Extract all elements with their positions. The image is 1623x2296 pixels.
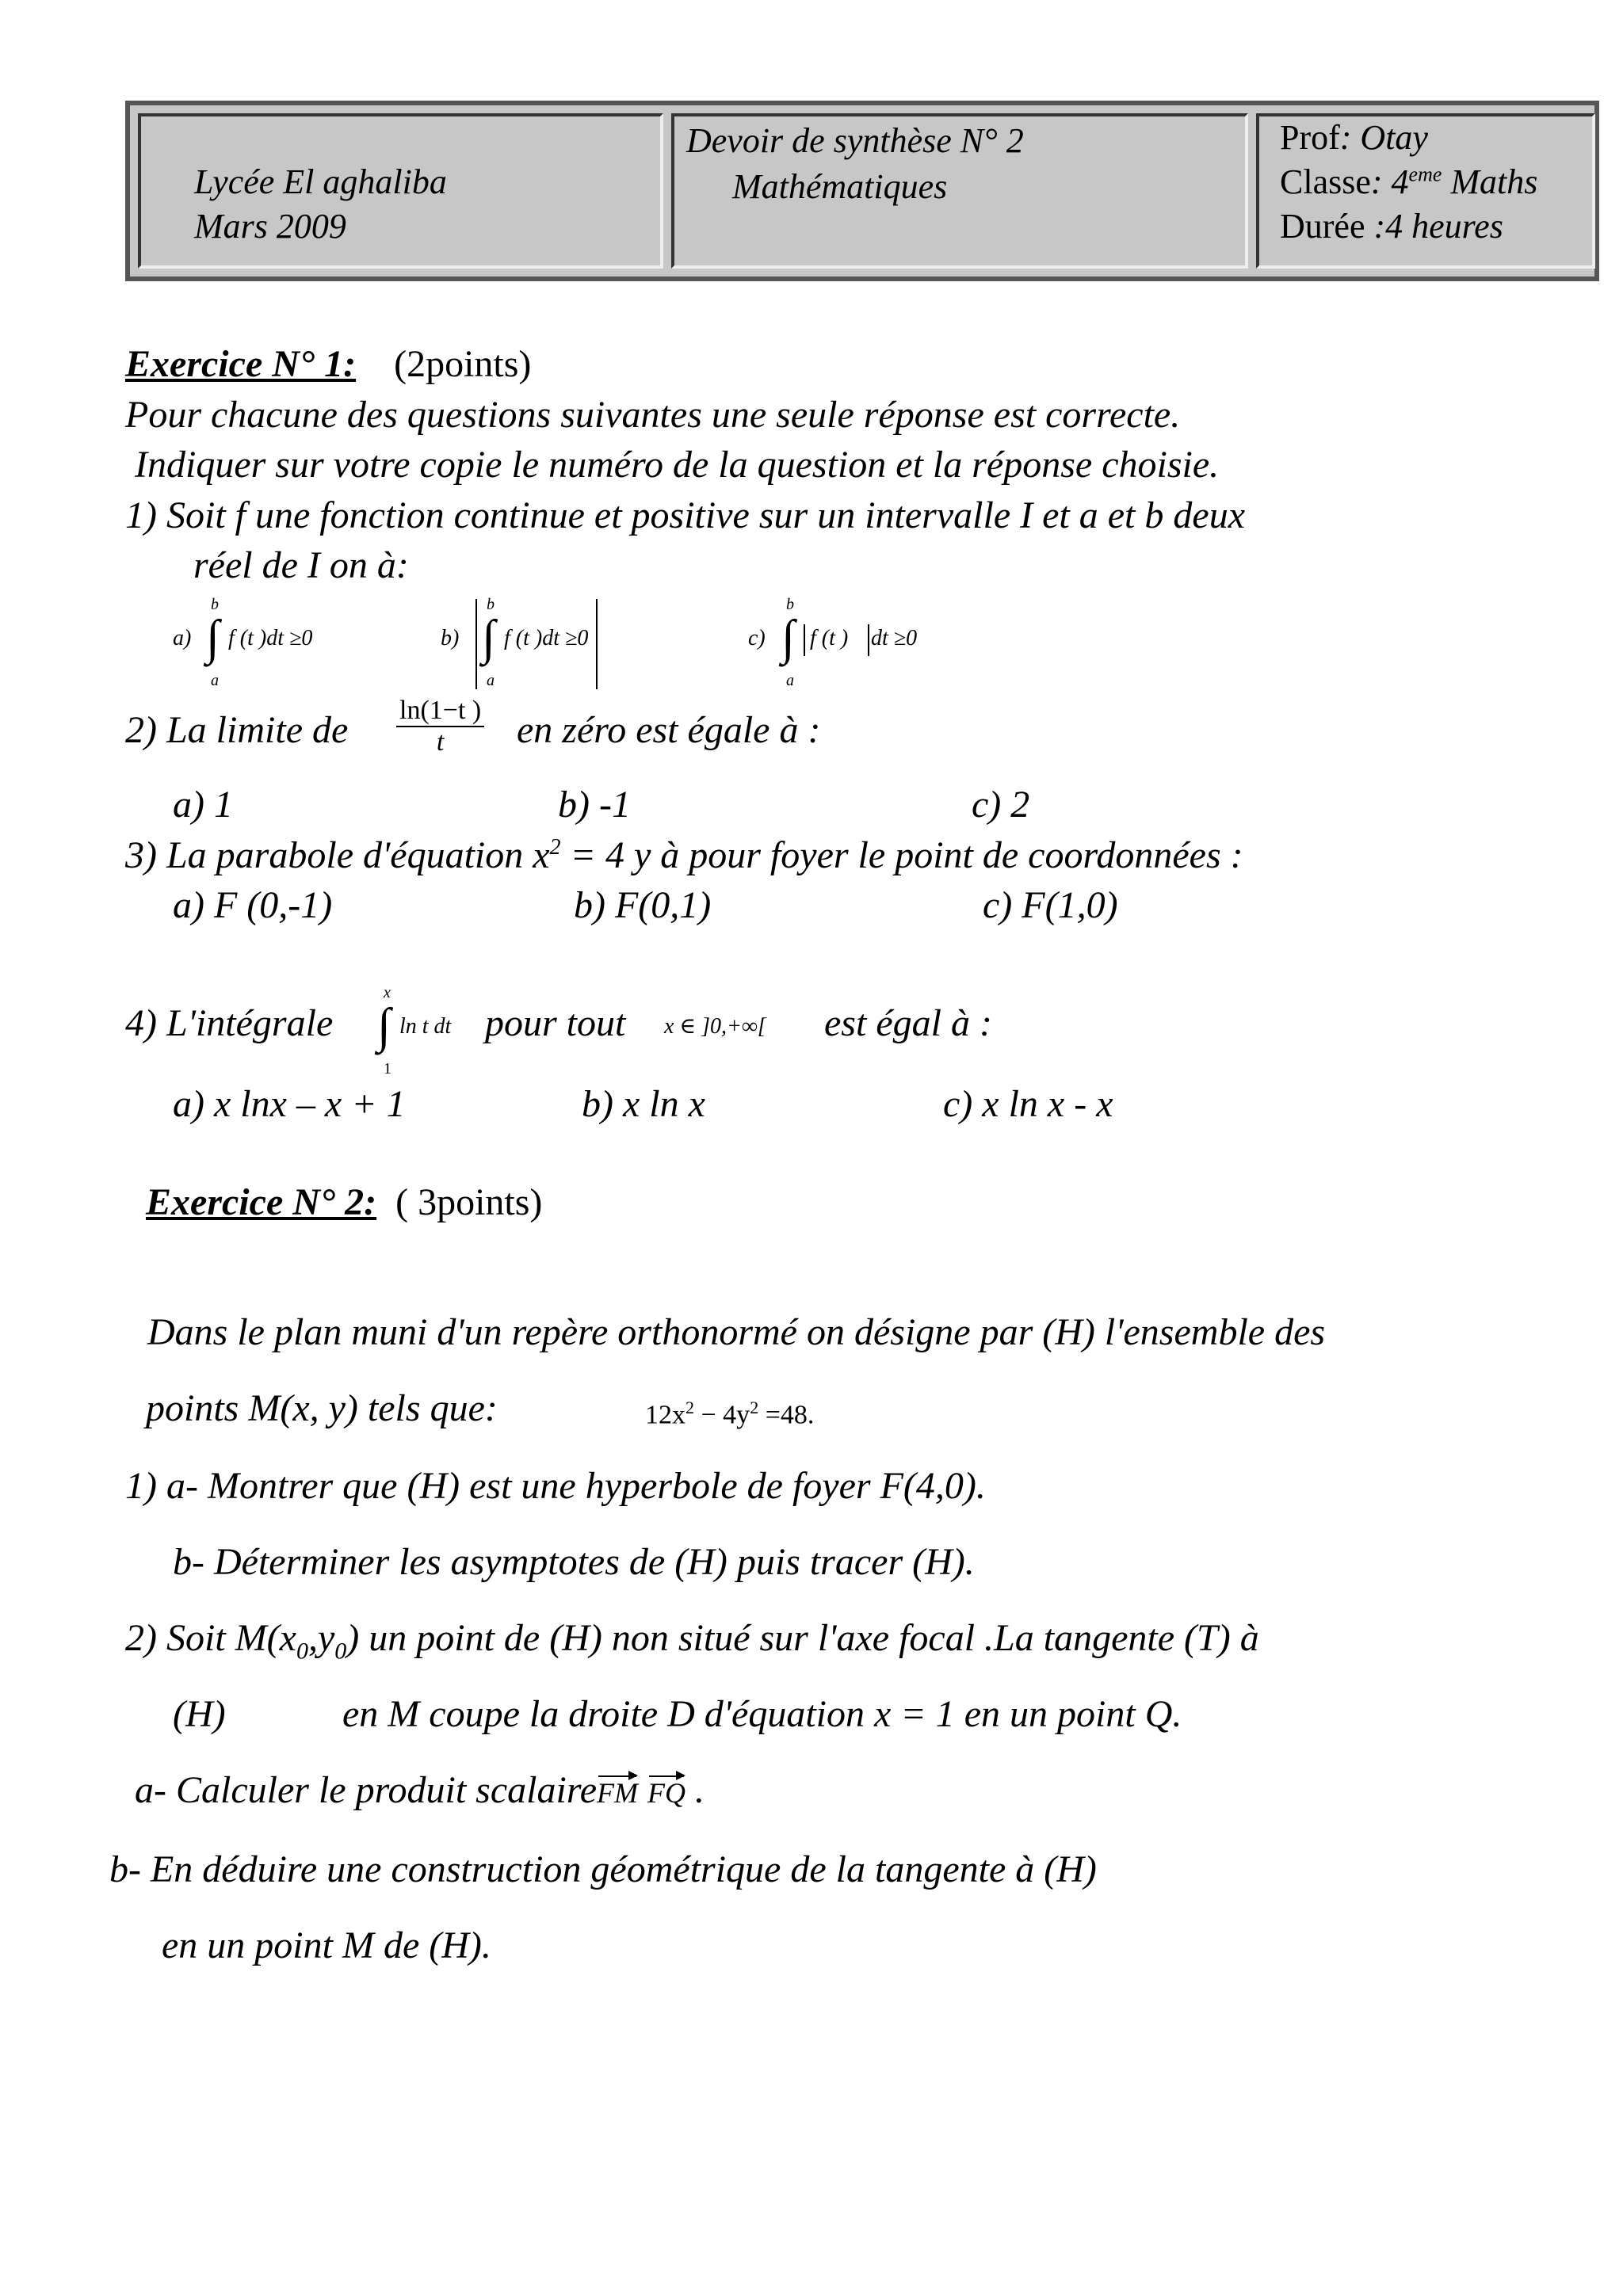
lower-bound: 1 — [384, 1060, 391, 1077]
ex1-q2-option-b: b) -1 — [558, 784, 631, 826]
option-a-label: a) — [173, 626, 192, 650]
eq-sup1: 2 — [685, 1398, 694, 1417]
abs-bar-left — [804, 624, 805, 656]
ex1-q3-option-b: b) F(0,1) — [574, 884, 712, 926]
duration-value: :4 heures — [1365, 207, 1503, 246]
upper-bound: b — [786, 596, 794, 613]
ex2-q1b: b- Déterminer les asymptotes de (H) puis tracer (H). — [173, 1541, 975, 1583]
q2-part2: ,y — [307, 1617, 335, 1659]
ex1-intro-2: Indiquer sur votre copie le numéro de la question et la réponse choisie. — [135, 444, 1220, 486]
upper-bound: b — [211, 596, 219, 613]
prof-name: : Otay — [1339, 118, 1428, 157]
prof-label: Prof — [1280, 118, 1340, 157]
ex1-q3-option-c: c) F(1,0) — [983, 884, 1118, 926]
lower-bound: a — [786, 672, 794, 689]
fraction-denominator: t — [436, 727, 445, 757]
ex1-q4-option-a: a) x lnx – x + 1 — [173, 1083, 406, 1125]
integrand: f (t ) — [810, 626, 849, 650]
q2-part3: ) un point de (H) non situé sur l'axe focal .La tangente (T) à — [346, 1617, 1259, 1659]
eq-part1: 12x — [645, 1400, 685, 1430]
eq-part3: =48. — [758, 1400, 815, 1430]
ex1-q1-option-b — [441, 596, 678, 691]
exam-title: Devoir de synthèse N° 2 — [686, 121, 1024, 160]
ex2-equation — [645, 1398, 814, 1430]
integral-sign: ∫ — [206, 611, 220, 665]
ex1-heading — [125, 345, 531, 383]
class-level: : 4 — [1370, 162, 1409, 201]
ex2-heading — [146, 1181, 543, 1223]
ex1-q4-option-c: c) x ln x - x — [943, 1083, 1113, 1125]
class-superscript: eme — [1408, 162, 1442, 186]
integral-sign: ∫ — [377, 999, 391, 1053]
integrand: ln t dt — [399, 1014, 452, 1039]
prof-line — [1280, 117, 1428, 158]
ex1-q4-domain: x ∈ ]0,+∞[ — [664, 1014, 766, 1039]
class-name: Maths — [1442, 162, 1538, 201]
abs-bar-left — [475, 599, 477, 689]
qa-text: a- Calculer le produit scalaire — [135, 1769, 598, 1811]
abs-bar-right — [868, 624, 869, 656]
q2-sub2: 0 — [334, 1638, 347, 1665]
ex2-q2-line2a: (H) — [173, 1693, 226, 1735]
ex1-q4-prefix: 4) L'intégrale — [125, 1002, 334, 1044]
option-b-label: b) — [441, 626, 460, 650]
integrand: f (t )dt ≥0 — [504, 626, 589, 650]
ex1-q1-option-a — [173, 596, 379, 691]
eq-sup2: 2 — [750, 1398, 759, 1417]
lower-bound: a — [487, 672, 495, 689]
q2-part1: 2) Soit M(x — [125, 1617, 296, 1659]
q3-superscript: 2 — [549, 835, 561, 860]
lower-bound: a — [211, 672, 219, 689]
integrand: f (t )dt ≥0 — [228, 626, 313, 650]
ex1-q3-option-a: a) F (0,-1) — [173, 884, 333, 926]
ex2-intro-1: Dans le plan muni d'un repère orthonormé on désigne par (H) l'ensemble des — [147, 1311, 1326, 1353]
eq-part2: − 4y — [694, 1400, 750, 1430]
fraction — [396, 696, 484, 757]
ex1-q2-prefix: 2) La limite de — [125, 709, 349, 751]
ex1-q1-line1: 1) Soit f une fonction continue et positive sur un intervalle I et a et b deux — [125, 494, 1245, 536]
ex2-qb-line2: en un point M de (H). — [162, 1924, 491, 1966]
integral-sign: ∫ — [482, 611, 495, 665]
ex2-q2-line2b: en M coupe la droite D d'équation x = 1 en un point Q. — [342, 1693, 1182, 1735]
ex2-q1a: 1) a- Montrer que (H) est une hyperbole de foyer F(4,0). — [125, 1465, 986, 1507]
vector-fq: FQ — [647, 1777, 686, 1809]
option-c-label: c) — [748, 626, 766, 650]
ex1-q3-statement — [125, 834, 1243, 876]
ex1-q1-line2: réel de I on à: — [193, 544, 409, 586]
ex1-intro-1: Pour chacune des questions suivantes une seule réponse est correcte. — [125, 394, 1181, 436]
ex1-q4-integral — [377, 984, 488, 1079]
ex1-q1-option-c — [748, 596, 986, 691]
ex2-q2-line1 — [125, 1619, 1259, 1664]
school-name: Lycée El aghaliba — [194, 162, 447, 201]
q3-suffix: = 4 y à pour foyer le point de coordonnées : — [560, 834, 1243, 876]
ex1-q2-suffix: en zéro est égale à : — [517, 709, 821, 751]
q3-prefix: 3) La parabole d'équation x — [125, 834, 550, 876]
integrand-tail: dt ≥0 — [871, 626, 918, 650]
integral-sign: ∫ — [781, 611, 795, 665]
upper-bound: b — [487, 596, 495, 613]
class-line — [1280, 162, 1537, 202]
ex1-q4-option-b: b) x ln x — [582, 1083, 705, 1125]
ex1-q4-suffix: est égal à : — [824, 1002, 992, 1044]
ex1-q2-option-a: a) 1 — [173, 784, 233, 826]
duration-line — [1280, 206, 1503, 246]
ex1-q4-mid: pour tout — [485, 1002, 626, 1044]
ex1-q2-fraction — [396, 696, 484, 757]
ex2-points: ( 3points) — [395, 1181, 543, 1223]
ex1-title: Exercice N° 1: — [125, 343, 357, 385]
duration-label: Durée — [1280, 207, 1365, 246]
ex2-title: Exercice N° 2: — [146, 1181, 377, 1223]
ex2-qb-line1: b- En déduire une construction géométrique de la tangente à (H) — [109, 1848, 1097, 1890]
ex2-qa — [135, 1769, 705, 1811]
abs-bar-right — [596, 599, 598, 689]
vector-fm: FM — [597, 1777, 639, 1809]
qa-end: . — [685, 1769, 705, 1811]
ex1-q2-option-c: c) 2 — [972, 784, 1030, 826]
class-label: Classe — [1280, 162, 1371, 201]
q2-sub1: 0 — [296, 1638, 308, 1665]
exam-subject: Mathématiques — [732, 167, 948, 206]
ex2-intro-2: points M(x, y) tels que: — [146, 1387, 498, 1429]
fraction-numerator: ln(1−t ) — [396, 696, 484, 727]
exam-date: Mars 2009 — [194, 207, 346, 246]
upper-bound: x — [384, 984, 391, 1001]
ex1-points: (2points) — [394, 343, 532, 385]
